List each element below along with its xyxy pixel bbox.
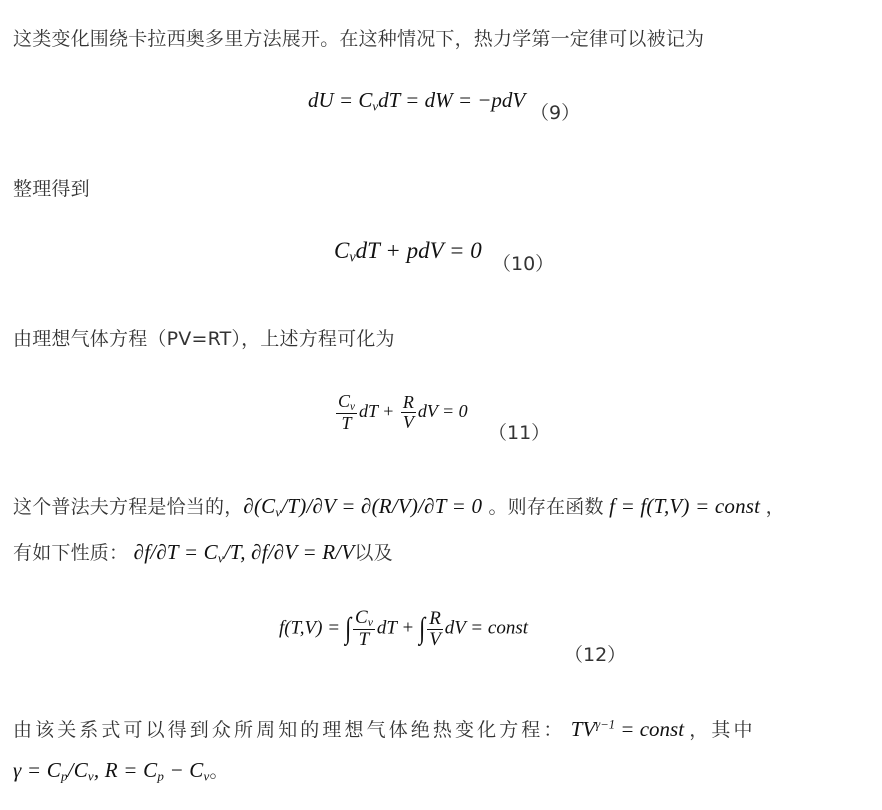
equation-9-number: （9） (530, 102, 581, 124)
where-text: ，其中 (689, 719, 756, 741)
equation-10-number: （10） (492, 253, 555, 275)
paragraph-adiabatic (13, 715, 756, 742)
equation-9: dU = $C_vdT$ = dW = −pdV (308, 88, 526, 114)
period-text: 。 (209, 760, 229, 782)
properties-text: 有如下性质： (13, 542, 129, 564)
function-exists-text: 。则存在函数 (488, 496, 604, 518)
equation-12-number: （12） (564, 644, 627, 666)
paragraph-definitions (13, 756, 229, 784)
paragraph-rearrange: 整理得到 (13, 178, 90, 200)
paragraph-properties (13, 538, 393, 566)
partial-derivatives: $\partial f/\partial T = C_v/T$, ∂f/∂V = R/V (133, 540, 355, 566)
pfaff-text: 这个普法夫方程是恰当的， (13, 496, 244, 518)
and-text: 以及 (354, 542, 393, 564)
equation-11: $\frac{C_v}{T}$ dT + $\frac{R}{V}$ dV = 0 (338, 391, 468, 434)
paragraph-intro: 这类变化围绕卡拉西奥多里方法展开。在这种情况下，热力学第一定律可以被记为 (13, 28, 705, 50)
function-definition: f = f(T,V) = const (603, 494, 766, 518)
paragraph-ideal-gas: 由理想气体方程（PV=RT），上述方程可化为 (13, 328, 395, 350)
paragraph-pfaff (13, 492, 785, 520)
comma-text: ， (765, 496, 785, 518)
gamma-definition: $\gamma = C_p/C_v$, $R = C_p - C_v$ (13, 758, 210, 784)
equation-11-number: （11） (488, 422, 551, 444)
adiabatic-equation: $TV^{\gamma-1}$ = const (565, 717, 690, 741)
exactness-condition: $\partial(C_v/T)/\partial V = \partial(R/V)/\partial T = 0$ (243, 494, 483, 520)
equation-10: $C_vdT$ + pdV = 0 (334, 238, 482, 266)
adiabatic-text: 由该关系式可以得到众所周知的理想气体绝热变化方程： (13, 719, 566, 741)
equation-12: f(T,V) = ∫ $\frac{C_v}{T}$ dT + ∫ $\frac{R}{V}$ dV = const (279, 607, 528, 651)
